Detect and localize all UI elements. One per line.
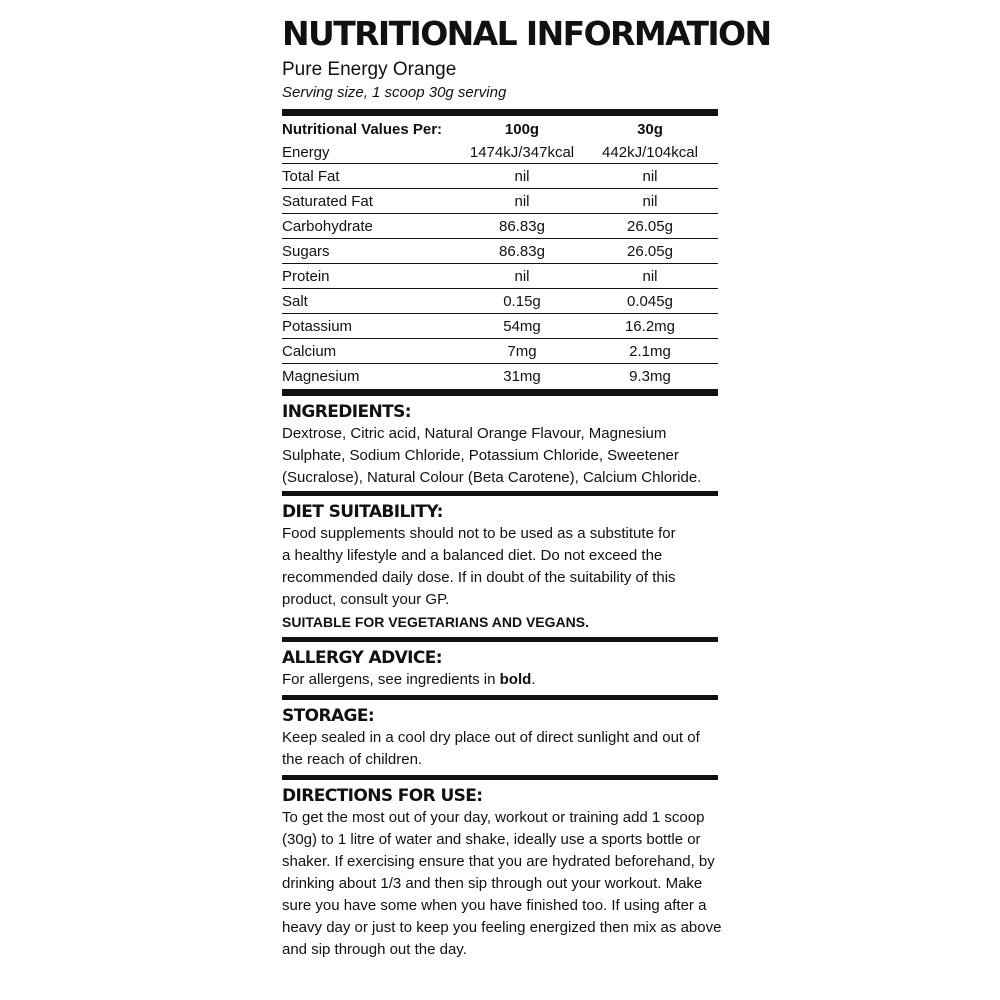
storage-section: [282, 705, 718, 771]
divider: [282, 775, 718, 780]
value-per-30g: 26.05g: [582, 214, 718, 239]
diet-title: DIET SUITABILITY:: [282, 502, 443, 522]
diet-section: [282, 501, 718, 633]
table-row: [282, 339, 718, 364]
storage-text: [282, 727, 718, 771]
text-line: Food supplements should not to be used as a substitute for: [282, 525, 676, 542]
table-row: [282, 214, 718, 239]
value-per-30g: nil: [582, 189, 718, 214]
value-per-100g: nil: [462, 189, 582, 214]
value-per-30g: 442kJ/104kcal: [602, 143, 698, 161]
value-per-30g: 2.1mg: [582, 339, 718, 364]
storage-title: STORAGE:: [282, 706, 375, 726]
value-per-100g: 31mg: [462, 364, 582, 389]
allergy-text-start: For allergens, see ingredients in: [282, 671, 500, 688]
nutrient-name: Potassium: [282, 314, 462, 339]
table-row: [282, 314, 718, 339]
diet-text: [282, 523, 718, 611]
text-line: a healthy lifestyle and a balanced diet. Do not exceed the: [282, 547, 663, 564]
allergy-title: ALLERGY ADVICE:: [282, 648, 442, 668]
product-name: Pure Energy Orange: [282, 59, 457, 80]
column-header-100g: 100g: [504, 120, 540, 138]
text-line: (30g) to 1 litre of water and shake, ideally use a sports bottle or: [282, 831, 701, 848]
text-line: product, consult your GP.: [282, 591, 450, 608]
value-per-100g: nil: [462, 264, 582, 289]
directions-section: [282, 785, 722, 961]
directions-text: [282, 807, 722, 961]
nutrient-name: Saturated Fat: [282, 189, 462, 214]
text-line: Keep sealed in a cool dry place out of direct sunlight and out of: [282, 729, 700, 746]
value-per-100g: 86.83g: [462, 239, 582, 264]
column-header-nutrient: Nutritional Values Per:: [282, 120, 443, 138]
text-line: Dextrose, Citric acid, Natural Orange Flavour, Magnesium: [282, 425, 667, 442]
ingredients-title: INGREDIENTS:: [282, 402, 411, 422]
allergy-text: [282, 669, 718, 691]
table-row: [282, 364, 718, 389]
nutrient-name: Protein: [282, 264, 462, 289]
table-row: [282, 141, 718, 164]
text-line: drinking about 1/3 and then sip through out your workout. Make: [282, 875, 703, 892]
table-row: [282, 264, 718, 289]
divider: [282, 695, 718, 700]
value-per-30g: 9.3mg: [582, 364, 718, 389]
text-line: shaker. If exercising ensure that you are hydrated beforehand, by: [282, 853, 715, 870]
allergy-section: [282, 647, 718, 691]
nutrient-name: Energy: [282, 143, 330, 161]
column-header-30g: 30g: [637, 120, 663, 138]
text-line: the reach of children.: [282, 751, 423, 768]
value-per-100g: 54mg: [462, 314, 582, 339]
table-row: [282, 189, 718, 214]
table-row: [282, 239, 718, 264]
text-line: sure you have some when you have finished too. If using after a: [282, 897, 707, 914]
nutrient-name: Magnesium: [282, 364, 462, 389]
value-per-30g: nil: [582, 264, 718, 289]
text-line: (Sucralose), Natural Colour (Beta Carotene), Calcium Chloride.: [282, 469, 702, 486]
ingredients-section: [282, 401, 718, 489]
table-row: [282, 164, 718, 189]
divider: [282, 637, 718, 642]
text-line: recommended daily dose. If in doubt of the suitability of this: [282, 569, 676, 586]
ingredients-text: [282, 423, 718, 489]
page-title: NUTRITIONAL INFORMATION: [282, 14, 771, 53]
value-per-30g: nil: [582, 164, 718, 189]
vegan-note: SUITABLE FOR VEGETARIANS AND VEGANS.: [282, 614, 589, 630]
nutrient-name: Salt: [282, 289, 462, 314]
serving-size: Serving size, 1 scoop 30g serving: [282, 84, 507, 101]
nutrient-name: Total Fat: [282, 164, 462, 189]
divider: [282, 109, 718, 116]
text-line: Sulphate, Sodium Chloride, Potassium Chloride, Sweetener: [282, 447, 679, 464]
directions-title: DIRECTIONS FOR USE:: [282, 786, 483, 806]
text-line: To get the most out of your day, workout or training add 1 scoop: [282, 809, 705, 826]
value-per-100g: 7mg: [462, 339, 582, 364]
allergy-text-bold: bold: [499, 671, 532, 688]
value-per-100g: nil: [462, 164, 582, 189]
value-per-30g: 0.045g: [582, 289, 718, 314]
table-row: [282, 289, 718, 314]
value-per-30g: 26.05g: [582, 239, 718, 264]
nutrient-name: Carbohydrate: [282, 214, 462, 239]
value-per-100g: 1474kJ/347kcal: [469, 143, 575, 161]
value-per-100g: 86.83g: [462, 214, 582, 239]
divider: [282, 491, 718, 496]
nutrient-name: Sugars: [282, 239, 462, 264]
value-per-30g: 16.2mg: [582, 314, 718, 339]
table-header-row: [282, 116, 718, 141]
divider: [282, 389, 718, 396]
allergy-text-end: .: [531, 671, 536, 688]
nutrition-label: [282, 14, 771, 961]
nutrient-name: Calcium: [282, 339, 462, 364]
text-line: heavy day or just to keep you feeling energized then mix as above: [282, 919, 722, 936]
nutrition-table: [282, 116, 718, 388]
value-per-100g: 0.15g: [462, 289, 582, 314]
text-line: and sip through out the day.: [282, 941, 467, 958]
